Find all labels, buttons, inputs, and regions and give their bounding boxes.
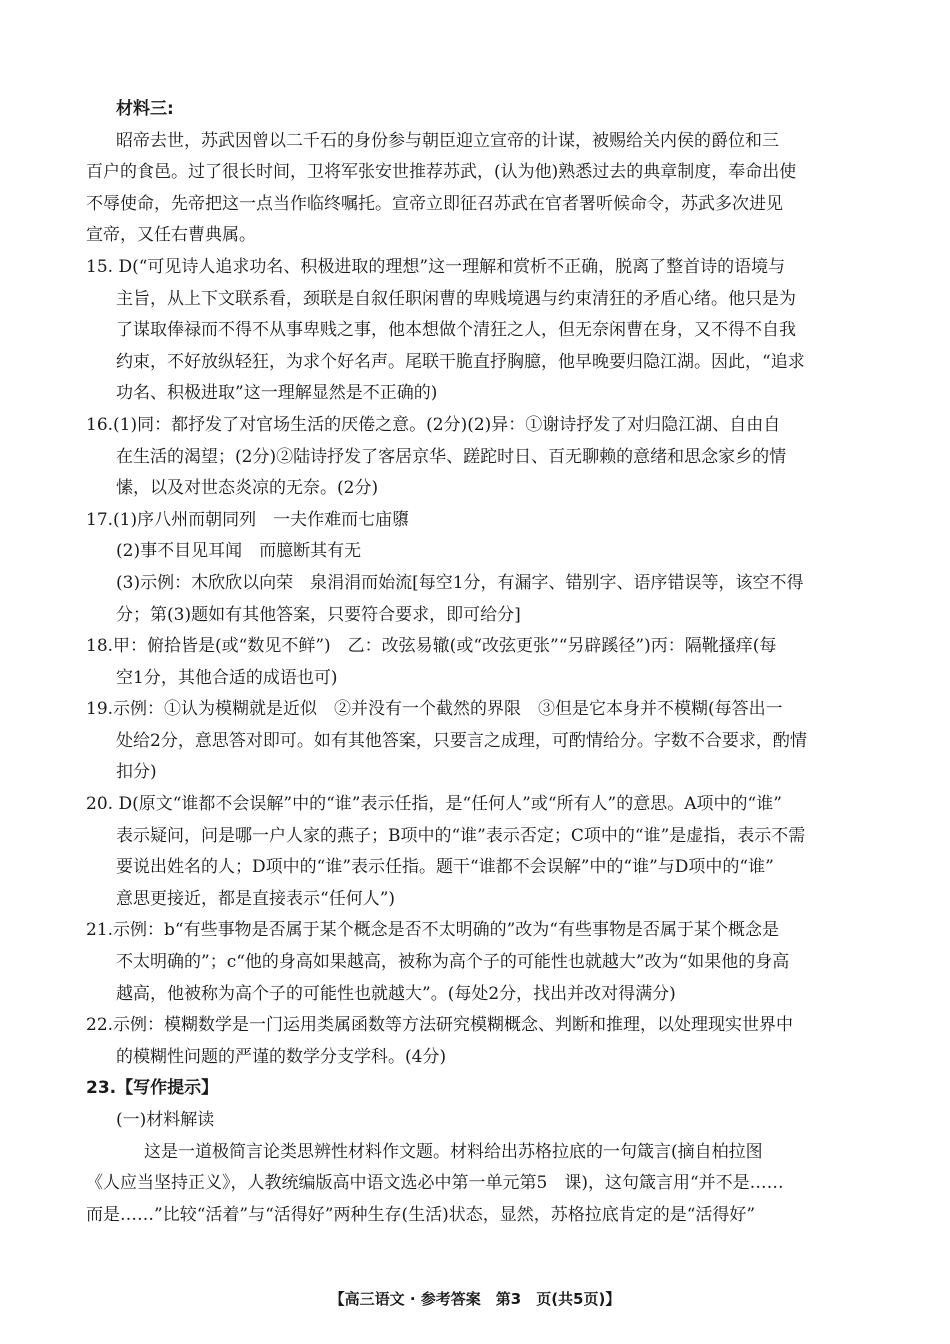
text-line: 愫，以及对世态炎凉的无奈。(2分) [116,478,379,499]
text-line: 分；第(3)题如有其他答案，只要符合要求，即可给分] [116,604,521,625]
text-line: 约束，不好放纵轻狂，为求个好名声。尾联干脆直抒胸臆，他早晚要归隐江湖。因此，“追求 [116,351,805,372]
text-line: 18.甲：俯拾皆是(或“数见不鲜”) 乙：改弦易辙(或“改弦更张”“另辟蹊径”)丙：隔靴搔痒(每 [86,636,777,657]
text-line: 而是……”比较“活着”与“活得好”两种生存(生活)状态，显然，苏格拉底肯定的是“活得好” [86,1204,756,1225]
text-line: (3)示例：木欣欣以向荣 泉涓涓而始流[每空1分，有漏字、错别字、语序错误等，该空不得 [116,572,804,593]
text-line: 功名、积极进取”这一理解显然是不正确的) [116,383,438,404]
text-line: 不辱使命，先帝把这一点当作临终嘱托。宣帝立即征召苏武在官者署听候命令，苏武多次进见 [86,193,783,214]
text-line: 17.(1)序八州而朝同列 一夫作难而七庙隳 [86,509,410,530]
text-line: 的模糊性问题的严谨的数学分支学科。(4分) [116,1046,447,1067]
text-line: 越高，他被称为高个子的可能性也就越大”。(每处2分，找出并改对得满分) [116,983,676,1004]
text-line: 21.示例：b“有些事物是否属于某个概念是否不太明确的”改为“有些事物是否属于某个概念是 [86,920,779,941]
text-line: 处给2分，意思答对即可。如有其他答案，只要言之成理，可酌情给分。字数不合要求，酌情 [116,730,807,751]
text-line: 空1分，其他合适的成语也可) [116,667,338,688]
text-line: 了谋取俸禄而不得不从事卑贱之事，他本想做个清狂之人，但无奈闲曹在身，又不得不自我 [116,320,796,341]
text-line: (一)材料解读 [116,1110,215,1130]
text-line: 主旨，从上下文联系看，颈联是自叙任职闲曹的卑贱境遇与约束清狂的矛盾心绪。他只是为 [116,288,796,309]
text-line: 扣分) [116,762,157,783]
text-line: 15. D(“可见诗人追求功名、积极进取的理想”这一理解和赏析不正确，脱离了整首诗的语境与 [86,256,786,277]
text-line: 意思更接近，都是直接表示“任何人”) [116,888,396,909]
text-line: 昭帝去世，苏武因曾以二千石的身份参与朝臣迎立宣帝的计谋，被赐给关内侯的爵位和三 [116,130,779,151]
text-line: 在生活的渴望；(2分)②陆诗抒发了客居京华、蹉跎时日、百无聊赖的意绪和思念家乡的情 [116,446,787,467]
text-line: 百户的食邑。过了很长时间，卫将军张安世推荐苏武，(认为他)熟悉过去的典章制度，奉命出使 [86,162,797,183]
text-line: 材料三: [116,99,174,119]
text-line: 20. D(原文“谁都不会误解”中的“谁”表示任指，是“任何人”或“所有人”的意思。A项中的“谁” [86,794,782,815]
text-line: 22.示例：模糊数学是一门运用类属函数等方法研究模糊概念、判断和推理，以处理现实世界中 [86,1015,794,1036]
page-footer: 【高三语文 · 参考答案 第3 页(共5页)】 [329,1290,621,1308]
answer-text-body [86,94,898,1231]
text-line: 16.(1)同：都抒发了对官场生活的厌倦之意。(2分)(2)异：①谢诗抒发了对归隐江湖、自由自 [86,414,781,435]
text-line: 要说出姓名的人；D项中的“谁”表示任指。题干“谁都不会误解”中的“谁”与D项中的“谁” [116,857,774,878]
text-line: 19.示例：①认为模糊就是近似 ②并没有一个截然的界限 ③但是它本身并不模糊(每答出一 [86,699,783,720]
text-line: 23.【写作提示】 [86,1078,219,1099]
text-line: 表示疑问，问是哪一户人家的燕子；B项中的“谁”表示否定；C项中的“谁”是虚指，表示不需 [116,825,806,846]
text-line: 《人应当坚持正义》，人教统编版高中语文选必中第一单元第5 课)，这句箴言用“并不是…… [86,1173,784,1194]
text-line: 不太明确的”；c“他的身高如果越高，被称为高个子的可能性也就越大”改为“如果他的身高 [116,952,790,973]
text-line: (2)事不目见耳闻 而臆断其有无 [116,541,362,562]
text-line: 这是一道极简言论类思辨性材料作文题。材料给出苏格拉底的一句箴言(摘自柏拉图 [144,1141,763,1162]
text-line: 宣帝，又任右曹典属。 [86,225,256,246]
